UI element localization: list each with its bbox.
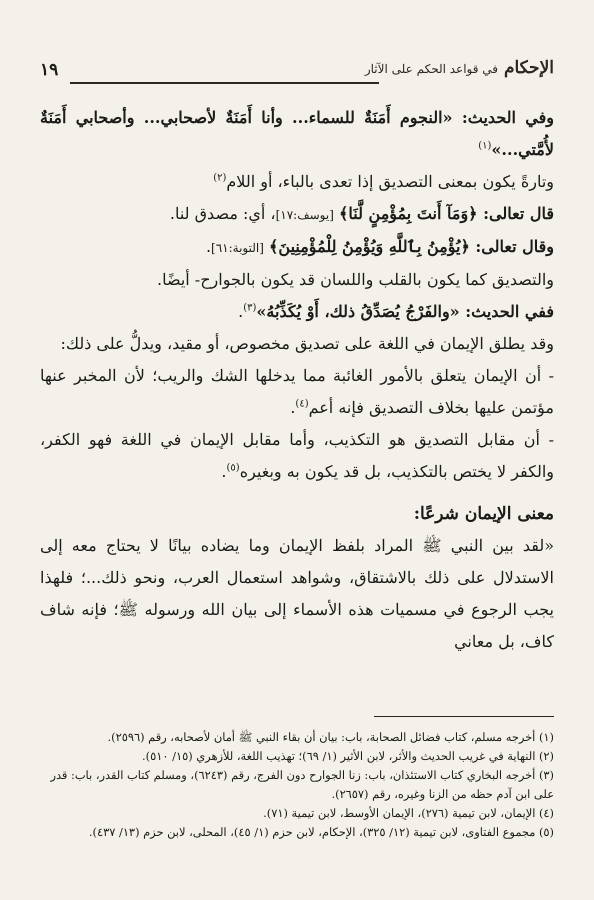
book-title-subtitle: في قواعد الحكم على الآثار	[364, 62, 499, 76]
paragraph	[40, 102, 554, 166]
paragraph	[40, 328, 554, 360]
paragraph	[40, 264, 554, 296]
paragraph	[40, 166, 554, 198]
quran-verse: قال تعالى: ﴿وَمَآ أَنتَ بِمُؤْمِنٍ لَّنَا﴾	[339, 204, 554, 223]
paragraph-text: والتصديق كما يكون بالقلب واللسان قد يكون بالجوارح- أيضًا.	[156, 270, 554, 289]
footnote-rule	[374, 716, 554, 717]
hadith-quote: ففي الحديث: «والفَرْجُ يُصَدِّقُ ذلك، أَوْ يُكَذِّبُهُ»	[256, 302, 554, 321]
paragraph-text: - أن مقابل التصديق هو التكذيب، وأما مقابل الإيمان في اللغة فهو الكفر، والكفر لا يختص بالتكذيب، بل قد يكون به وبغيره	[40, 430, 554, 481]
verse-source: [التوبة:٦١]	[211, 241, 264, 255]
paragraph-text: .	[221, 462, 227, 481]
footnote: (٤) الإيمان، لابن تيمية (٢٧٦)، الإيمان الأوسط، لابن تيمية (٧١).	[263, 806, 554, 820]
paragraph	[40, 424, 554, 488]
running-header	[40, 58, 554, 88]
paragraph-text: وقد يطلق الإيمان في اللغة على تصديق مخصوص، أو مقيد، ويدلُّ على ذلك:	[60, 334, 554, 353]
paragraph	[40, 198, 554, 231]
page-number: ١٩	[40, 60, 59, 80]
paragraph-text: .	[238, 302, 244, 321]
paragraph	[40, 231, 554, 264]
paragraph	[40, 296, 554, 328]
footnote-ref: (٤)	[295, 398, 309, 410]
book-title-main: الإحكام	[503, 58, 554, 78]
footnote: (١) أخرجه مسلم، كتاب فضائل الصحابة، باب: بيان أن بقاء النبي ﷺ أمان لأصحابه، رقم (٢٥٩٦).	[107, 730, 554, 744]
section-heading: معنى الإيمان شرعًا:	[413, 504, 554, 524]
paragraph-text: - أن الإيمان يتعلق بالأمور الغائبة مما يدخلها الشك والريب؛ لأن المخبر عنها مؤتمن عليها بخلاف التصديق فإنه أعم	[40, 366, 554, 417]
paragraph	[40, 530, 554, 658]
paragraph-text: وتارةً يكون بمعنى التصديق إذا تعدى بالباء، أو اللام	[226, 172, 554, 191]
verse-source: [يوسف:١٧]	[275, 208, 334, 222]
paragraph-text: .	[290, 398, 296, 417]
footnote: (٢) النهاية في غريب الحديث والأثر، لابن الأثير (١/ ٦٩)؛ تهذيب اللغة، للأزهري (١٥/ ٥١٠).	[142, 749, 554, 763]
footnotes	[40, 728, 554, 842]
paragraph	[40, 360, 554, 424]
main-text	[40, 102, 554, 658]
paragraph-text: .	[205, 237, 212, 256]
paragraph-text: ، أي: مصدق لنا.	[169, 204, 276, 223]
hadith-quote: وفي الحديث: «النجوم أَمَنَةٌ للسماء... وأنا أَمَنَةٌ لأصحابي... وأصحابي أَمَنَةٌ لأُمَّتي...»	[40, 108, 554, 159]
footnote-ref: (٣)	[243, 302, 257, 314]
footnote: (٥) مجموع الفتاوى، لابن تيمية (١٢/ ٣٢٥)، الإحكام، لابن حزم (١/ ٤٥)، المحلى، لابن حزم (١٣/ ٤٣٧).	[88, 825, 554, 839]
footnote-ref: (٢)	[213, 172, 227, 184]
book-title	[365, 58, 554, 78]
header-rule	[70, 82, 379, 84]
footnote-ref: (٥)	[226, 462, 240, 474]
paragraph-text: «لقد بين النبي ﷺ المراد بلفظ الإيمان وما يضاده بيانًا لا يحتاج معه إلى الاستدلال على ذلك بالاشتقاق، وشواهد استعمال العرب، ونحو ذلك...؛ فلهذا يجب الرجوع في مسميات هذه الأسماء إلى بيان الله ورسوله ﷺ؛ فإنه شاف كاف، بل معاني	[40, 536, 555, 651]
quran-verse: وقال تعالى: ﴿يُؤْمِنُ بِٱللَّهِ وَيُؤْمِنُ لِلْمُؤْمِنِينَ﴾	[269, 237, 554, 256]
footnote: (٣) أخرجه البخاري كتاب الاستئذان، باب: زنا الجوارح دون الفرج، رقم (٦٢٤٣)، ومسلم كتاب القدر، باب: قدر على ابن آدم حظه من الزنا وغيره، رقم (٢٦٥٧).	[50, 768, 554, 801]
footnote-ref: (١)	[478, 140, 492, 152]
